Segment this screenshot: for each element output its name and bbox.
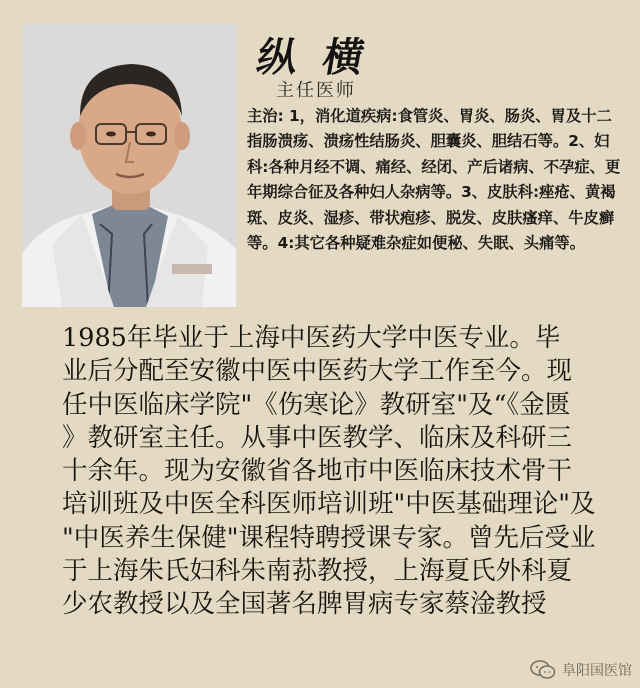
wechat-icon [530, 660, 556, 680]
specialty-description: 主治: 1，消化道疾病:食管炎、胃炎、肠炎、胃及十二指肠溃疡、溃疡性结肠炎、胆囊炎、胆结石等。2、妇科:各种月经不调、痛经、经闭、产后诸病、不孕症、更年期综合征及各种妇人杂病等。3、皮肤科:痤疮、黄褐斑、皮炎、湿疹、带状疱疹、脱发、皮肤瘙痒、牛皮癣等。4:其它各种疑难杂症如便秘、失眠、头痛等。 [247, 107, 621, 253]
bio-line: 十余年。现为安徽省各地市中医临床技术骨干 [62, 456, 573, 487]
doctor-name: 纵 横 [253, 34, 374, 81]
watermark-text: 阜阳国医馆 [562, 663, 632, 679]
doctor-title: 主任医师 [276, 80, 356, 101]
bio-line: 1985年毕业于上海中医药大学中医专业。毕 [62, 323, 561, 353]
bio-line: 于上海朱氏妇科朱南荪教授，上海夏氏外科夏 [62, 556, 573, 587]
biography [62, 322, 602, 622]
bio-line: 培训班及中医全科医师培训班"中医基础理论"及 [62, 489, 596, 520]
bio-line: "中医养生保健"课程特聘授课专家。曾先后受业 [62, 522, 596, 553]
wechat-watermark [530, 660, 632, 680]
bio-line: 业后分配至安徽中医中医药大学工作至今。现 [62, 356, 573, 387]
bio-line: 任中医临床学院"《伤寒论》教研室"及“《金匮 [62, 389, 571, 420]
doctor-photo [22, 24, 236, 307]
bio-line: 》教研室主任。从事中医教学、临床及科研三 [62, 422, 573, 453]
bio-line: 少农教授以及全国著名脾胃病专家蔡淦教授 [62, 589, 547, 620]
